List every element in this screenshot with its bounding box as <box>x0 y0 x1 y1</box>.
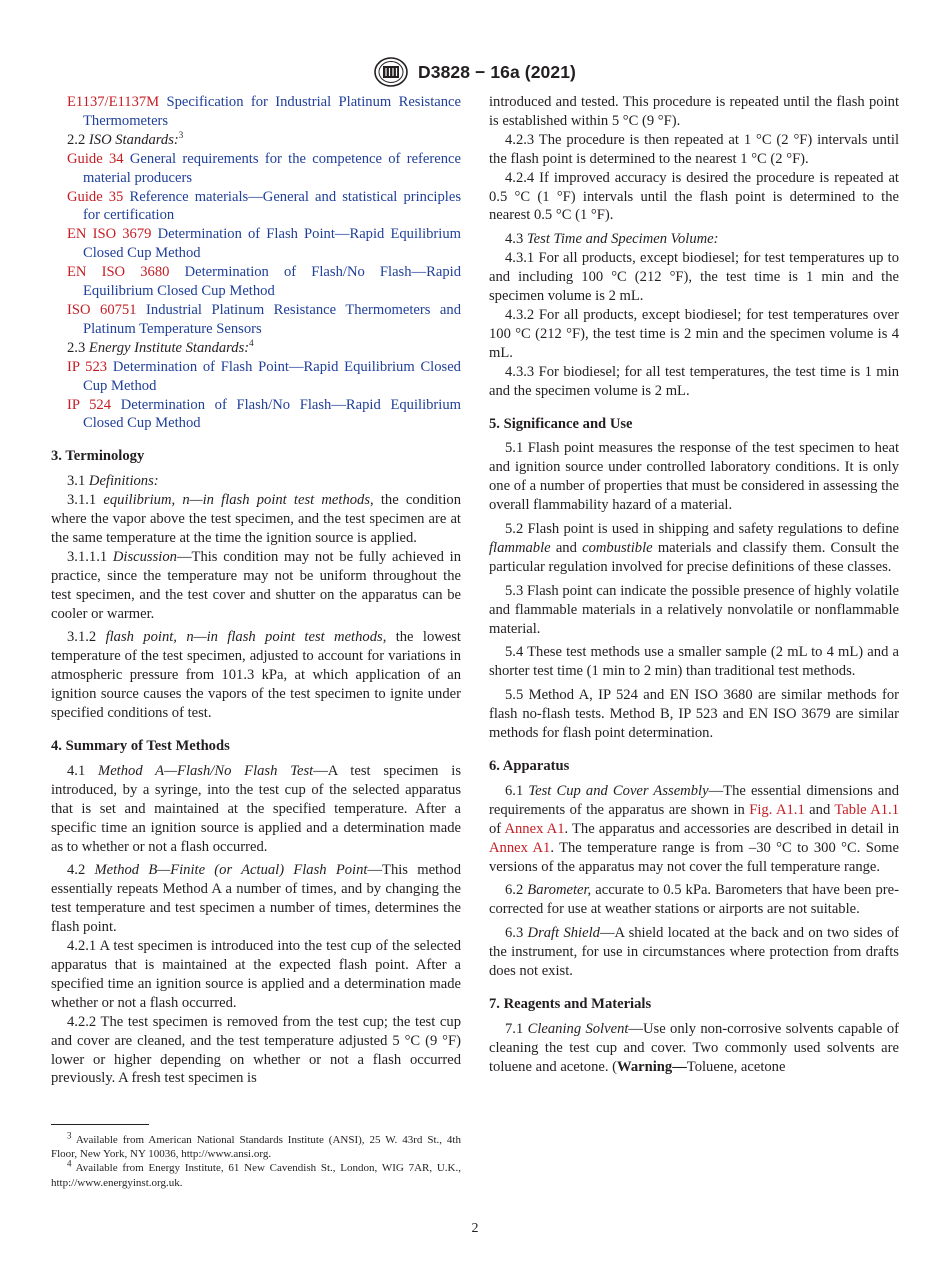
paragraph: 5.2 Flash point is used in shipping and safety regulations to define flammable and combustible materials and classify them. Consult the particular regulation involved for precise definitions of these classes. <box>489 521 899 575</box>
reference-title-link[interactable]: Determination of Flash Point—Rapid Equilibrium Closed Cup Method <box>83 226 461 262</box>
paragraph: 5.3 Flash point can indicate the possible presence of highly volatile and flammable materials in a relatively nonvolatile or nonflammable material. <box>489 582 899 637</box>
paragraph: 3.1.2 flash point, n—in flash point test methods, the lowest temperature of the test specimen, adjusted to account for variations in atmospheric pressure from 101.3 kPa, at which application of an ignition source causes the vapors of the test specimen to ignite under specified conditions of test. <box>51 629 461 722</box>
paragraph: 6.3 Draft Shield—A shield located at the back and on two sides of the instrument, for use in circumstances where protection from drafts does not exist. <box>489 925 899 980</box>
astm-logo <box>374 57 408 87</box>
table-link[interactable]: Table A1.1 <box>834 801 899 818</box>
reference-code-link[interactable]: E1137/E1137M <box>67 94 160 110</box>
reference-entry <box>51 358 461 396</box>
paragraph: 3.1.1.1 Discussion—This condition may not be fully achieved in practice, since the temperature may not be uniform throughout the test specimen, and the test cover and shutter on the apparatus can be cooler or warmer. <box>51 548 461 622</box>
reference-entry <box>51 396 461 434</box>
paragraph: 4.2.2 The test specimen is removed from the test cup; the test cup and cover are cleaned, and the test temperature adjusted 5 °C (9 °F) lower or higher depending on whether or not a flash occurred previously. A fresh test specimen is <box>51 1013 461 1087</box>
reference-title-link[interactable]: Industrial Platinum Resistance Thermometers and Platinum Temperature Sensors <box>83 301 461 337</box>
reference-title-link[interactable]: General requirements for the competence of reference material producers <box>83 150 461 186</box>
figure-link[interactable]: Fig. A1.1 <box>749 801 805 818</box>
footnote: $^4$ Available from Energy Institute, 61 New Cavendish St., London, WIG 7AR, U.K., http://www.energyinst.org.uk. <box>51 1158 461 1189</box>
reference-code-link[interactable]: Guide 34 <box>67 150 124 167</box>
paragraph: 5.5 Method A, IP 524 and EN ISO 3680 are similar methods for flash no-flash tests. Method B, IP 523 and EN ISO 3679 are similar methods for flash point determination. <box>489 687 899 742</box>
reference-entry <box>51 188 461 226</box>
right-column <box>489 93 899 1077</box>
reference-code-link[interactable]: IP 524 <box>67 396 112 413</box>
paragraph: 4.2.4 If improved accuracy is desired the procedure is repeated at 0.5 °C (1 °F) intervals until the flash point is determined to the nearest 0.5 °C (1 °F). <box>489 169 899 224</box>
reference-title-link[interactable]: Determination of Flash/No Flash—Rapid Equilibrium Closed Cup Method <box>83 396 461 432</box>
paragraph: introduced and tested. This procedure is repeated until the flash point is established within 5 °C (9 °F). <box>489 94 899 129</box>
reference-code-link[interactable]: EN ISO 3680 <box>67 264 170 281</box>
reference-entry <box>51 225 461 263</box>
left-column <box>51 93 461 1088</box>
paragraph: 4.3 Test Time and Specimen Volume: <box>505 231 719 248</box>
paragraph: 4.2 Method B—Finite (or Actual) Flash Point—This method essentially repeats Method A a number of times, and by changing the test temperature and test specimen a number of times, determines the flash point. <box>51 862 461 936</box>
annex-link[interactable]: Annex A1 <box>504 820 565 837</box>
page-header <box>0 57 950 87</box>
reference-code-link[interactable]: IP 523 <box>67 358 108 375</box>
section-heading-summary: 4. Summary of Test Methods <box>51 738 230 754</box>
paragraph: 4.3.2 For all products, except biodiesel; for test temperatures over 100 °C (212 °F), the test time is 2 min and the specimen volume is 4 mL. <box>489 306 899 361</box>
paragraph: 4.1 Method A—Flash/No Flash Test—A test specimen is introduced, by a syringe, into the test cup of the selected apparatus that is set and maintained at the specified temperature. After a specific time an ignition source is applied and a determination made as to whether or not a flash occurred. <box>51 762 461 855</box>
ei-standards-heading: 2.3 Energy Institute Standards:$^4$ <box>67 337 254 356</box>
paragraph: 3.1 Definitions: <box>67 473 159 490</box>
footnotes <box>51 1130 461 1190</box>
reference-title-link[interactable]: Specification for Industrial Platinum Resistance Thermometers <box>83 94 461 129</box>
paragraph: 6.2 Barometer, accurate to 0.5 kPa. Barometers that have been pre-corrected for use at weather stations or airports are not suitable. <box>489 882 900 918</box>
section-heading-reagents: 7. Reagents and Materials <box>489 995 652 1012</box>
paragraph: 3.1.1 equilibrium, n—in flash point test methods, the condition where the vapor above the test specimen, and the test specimen are at the same temperature at the time the ignition source is applied. <box>51 492 462 546</box>
reference-entry <box>51 150 461 188</box>
section-heading-significance: 5. Significance and Use <box>489 415 633 432</box>
reference-code-link[interactable]: EN ISO 3679 <box>67 226 152 243</box>
paragraph: 4.2.3 The procedure is then repeated at 1 °C (2 °F) intervals until the flash point is determined to the nearest 1 °C (2 °F). <box>489 131 899 167</box>
document-id: D3828 − 16a (2021) <box>418 61 576 82</box>
reference-entry <box>51 93 461 131</box>
paragraph: 6.1 Test Cup and Cover Assembly—The essential dimensions and requirements of the apparatus are shown in Fig. A1.1 and Table A1.1 of Annex A1. The apparatus and accessories are described in detail in Annex A1. The temperature range is from –30 °C to 300 °C. Some versions of the apparatus may not cover the full temperature range. <box>489 782 900 875</box>
reference-title-link[interactable]: Determination of Flash Point—Rapid Equilibrium Closed Cup Method <box>83 358 461 394</box>
page-number: 2 <box>471 1221 479 1236</box>
paragraph: 4.3.3 For biodiesel; for all test temperatures, the test time is 1 min and the specimen volume is 2 mL. <box>489 363 899 399</box>
footnote: $^3$ Available from American National Standards Institute (ANSI), 25 W. 43rd St., 4th Floor, New York, NY 10036, http://www.ansi.org. <box>51 1130 461 1161</box>
section-heading-terminology: 3. Terminology <box>51 448 145 465</box>
paragraph: 4.2.1 A test specimen is introduced into the test cup of the selected apparatus that is maintained at the expected flash point. After a specified time an ignition source is applied and a determination made whether or not a flash occurred. <box>51 938 461 1011</box>
iso-standards-heading: 2.2 ISO Standards:$^3$ <box>67 129 184 148</box>
paragraph: 5.1 Flash point measures the response of the test specimen to heat and ignition source under controlled laboratory conditions. It is only one of a number of properties that must be considered in assessing the overall flammability hazard of a material. <box>489 440 899 514</box>
reference-code-link[interactable]: Guide 35 <box>67 188 124 205</box>
paragraph: 5.4 These test methods use a smaller sample (2 mL to 4 mL) and a shorter test time (1 min to 2 min) than traditional test methods. <box>489 644 899 680</box>
section-heading-apparatus: 6. Apparatus <box>489 758 570 774</box>
reference-title-link[interactable]: Determination of Flash/No Flash—Rapid Equilibrium Closed Cup Method <box>83 264 461 300</box>
annex-link[interactable]: Annex A1 <box>489 839 551 856</box>
footnote-divider <box>51 1124 149 1125</box>
reference-title-link[interactable]: Reference materials—General and statistical principles for certification <box>83 188 461 224</box>
reference-entry <box>51 301 461 339</box>
paragraph: 7.1 Cleaning Solvent—Use only non-corrosive solvents capable of cleaning the test cup and cover. Two commonly used solvents are toluene and acetone. (Warning—Toluene, acetone <box>489 1020 899 1075</box>
paragraph: 4.3.1 For all products, except biodiesel; for test temperatures up to and including 100 °C (212 °F), the test time is 1 min and the specimen volume is 2 mL. <box>489 250 899 305</box>
reference-code-link[interactable]: ISO 60751 <box>67 301 137 318</box>
reference-entry <box>51 263 461 301</box>
